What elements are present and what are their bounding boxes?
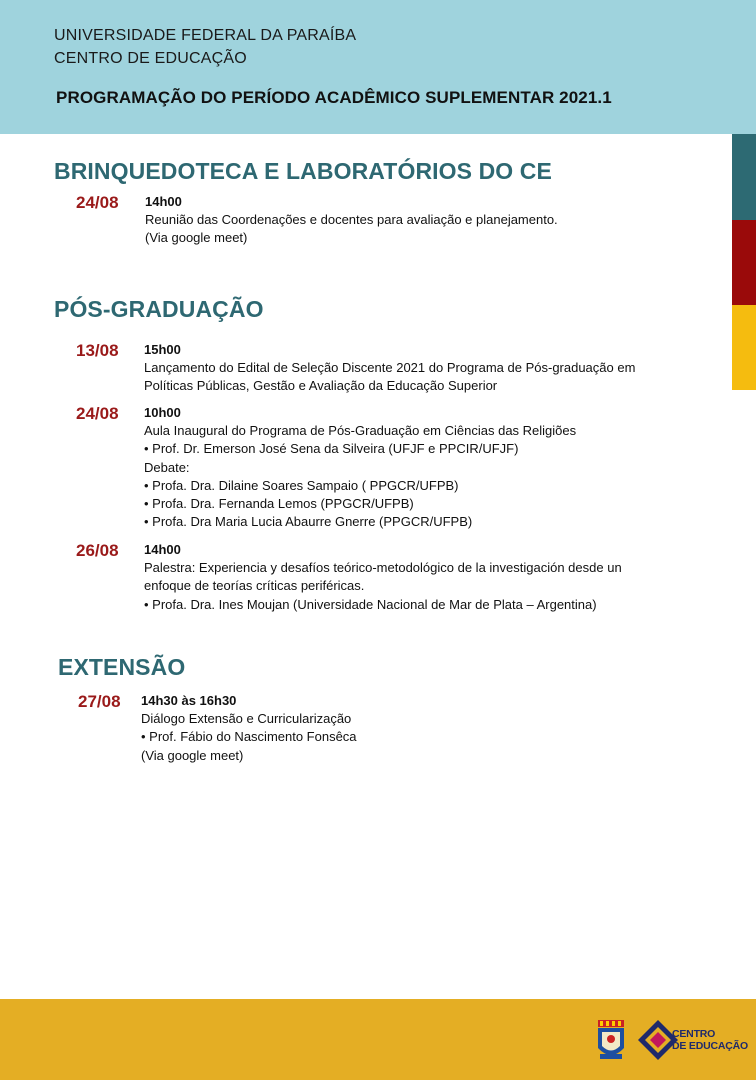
header-banner — [0, 0, 756, 134]
event-date: 24/08 — [76, 404, 119, 423]
logo-text-line2: DE EDUCAÇÃO — [672, 1040, 748, 1052]
event-date: 26/08 — [76, 541, 119, 560]
event-content — [145, 193, 558, 248]
institution-block — [54, 24, 356, 70]
event-time: 15h00 — [144, 342, 181, 357]
event-bullet: • Profa. Dra. Dilaine Soares Sampaio ( PPGCR/UFPB) — [144, 477, 459, 493]
logo-text — [672, 1028, 748, 1052]
event-line: Lançamento do Edital de Seleção Discente 2021 do Programa de Pós-graduação em — [144, 360, 636, 376]
event-line: enfoque de teorías críticas periféricas. — [144, 578, 365, 594]
accent-bar-yellow — [732, 305, 756, 390]
logo-text-line1: CENTRO — [672, 1028, 716, 1040]
center-name: CENTRO DE EDUCAÇÃO — [54, 50, 247, 67]
event-line: (Via google meet) — [145, 230, 248, 246]
event-bullet: • Prof. Fábio do Nascimento Fonsêca — [141, 729, 357, 745]
event-time: 10h00 — [144, 405, 181, 420]
event-line: Reunião das Coordenações e docentes para avaliação e planejamento. — [145, 212, 558, 228]
accent-bar-red — [732, 220, 756, 305]
event-line: Aula Inaugural do Programa de Pós-Graduação em Ciências das Religiões — [144, 423, 577, 439]
event-line: Políticas Públicas, Gestão e Avaliação da Educação Superior — [144, 378, 498, 394]
event-line: Palestra: Experiencia y desafíos teórico-metodológico de la investigación desde un — [144, 560, 622, 576]
event-time: 14h00 — [144, 542, 181, 557]
university-name: UNIVERSIDADE FEDERAL DA PARAÍBA — [54, 27, 357, 44]
section-title-pos-graduacao: PÓS-GRADUAÇÃO — [54, 296, 264, 322]
event-line: Diálogo Extensão e Curricularização — [141, 711, 352, 727]
section-title-brinquedoteca: BRINQUEDOTECA E LABORATÓRIOS DO CE — [54, 158, 552, 184]
event-time: 14h30 às 16h30 — [141, 693, 237, 708]
event-bullet: • Profa. Dra. Fernanda Lemos (PPGCR/UFPB) — [144, 496, 414, 512]
event-content — [144, 404, 576, 531]
event-bullet: • Prof. Dr. Emerson José Sena da Silveira (UFJF e PPCIR/UFJF) — [144, 441, 519, 457]
event-date: 27/08 — [78, 692, 121, 711]
event-line: Debate: — [144, 459, 190, 475]
program-title: PROGRAMAÇÃO DO PERÍODO ACADÊMICO SUPLEMENTAR 2021.1 — [56, 88, 612, 107]
accent-bar-teal — [732, 134, 756, 220]
event-date: 24/08 — [76, 193, 119, 212]
event-content — [144, 541, 622, 614]
event-bullet: • Profa. Dra Maria Lucia Abaurre Gnerre (PPGCR/UFPB) — [144, 514, 473, 530]
event-content — [141, 692, 357, 765]
ufpb-seal-icon — [596, 1018, 626, 1062]
event-content — [144, 341, 635, 396]
event-time: 14h00 — [145, 194, 182, 209]
event-bullet: • Profa. Dra. Ines Moujan (Universidade Nacional de Mar de Plata – Argentina) — [144, 596, 597, 612]
event-line: (Via google meet) — [141, 747, 244, 763]
section-title-extensao: EXTENSÃO — [58, 654, 186, 680]
event-date: 13/08 — [76, 341, 119, 360]
